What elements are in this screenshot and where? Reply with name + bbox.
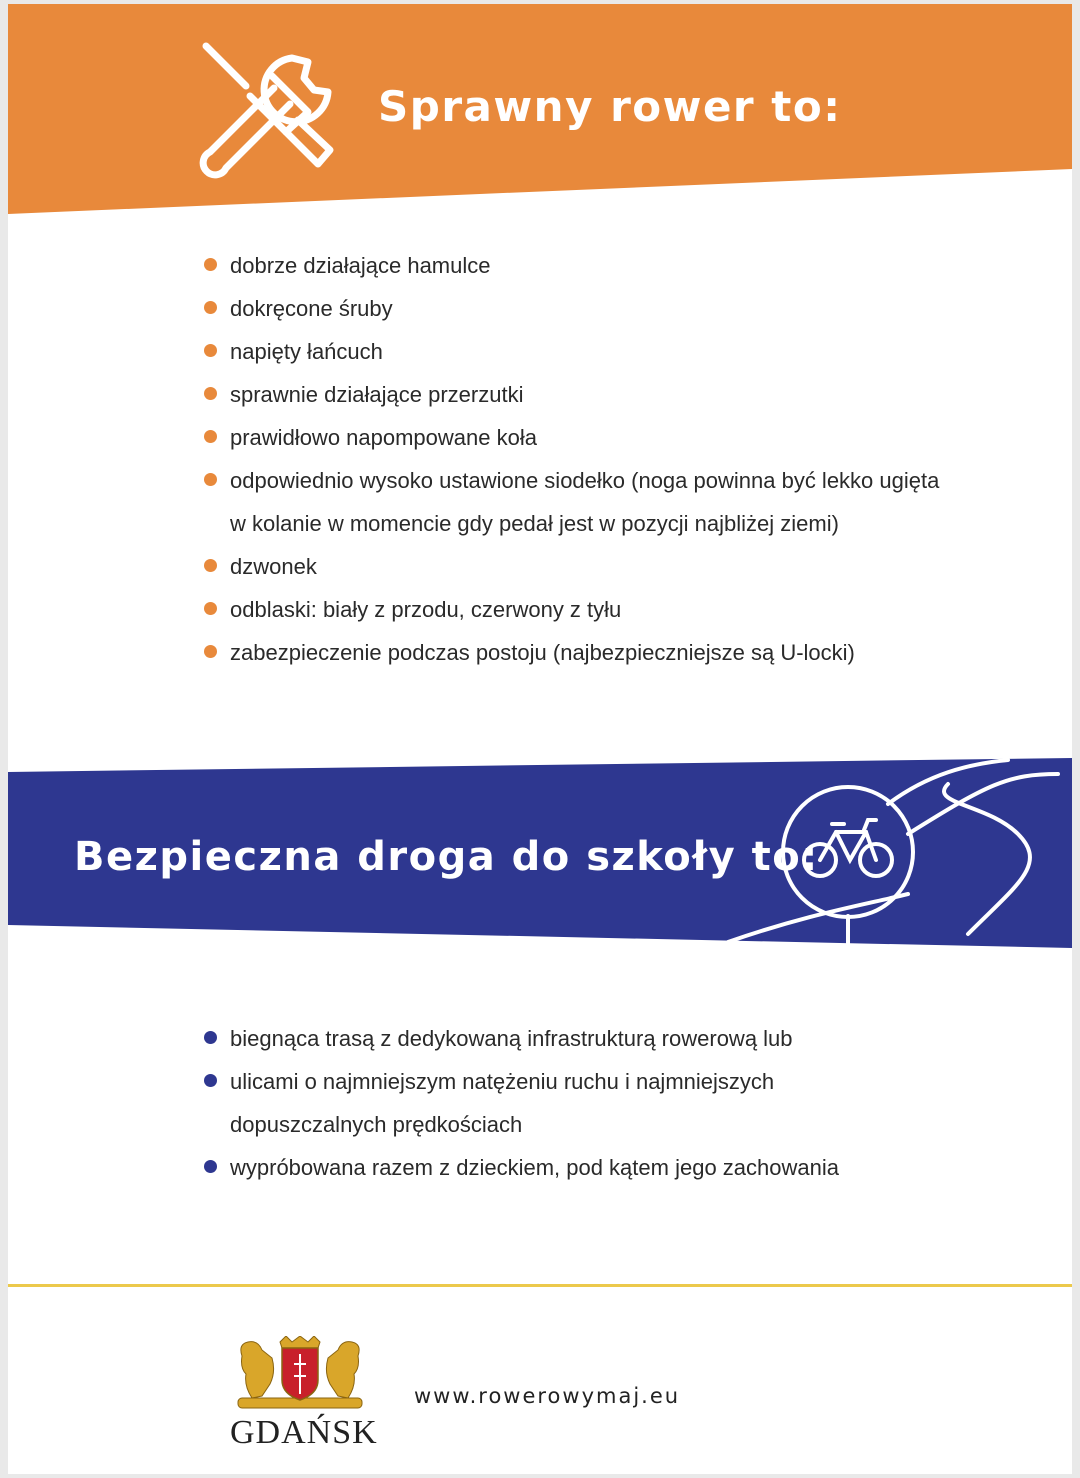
list-item <box>200 330 950 373</box>
list-item-text: prawidłowo napompowane koła <box>230 425 537 450</box>
background-bands <box>8 4 1072 1474</box>
list-item <box>200 631 950 674</box>
bullet-dot <box>204 1031 217 1044</box>
list-item <box>200 588 950 631</box>
list-item-text: sprawnie działające przerzutki <box>230 382 524 407</box>
city-name: GDAŃSK <box>230 1414 378 1451</box>
bullet-dot <box>204 1160 217 1173</box>
list-item-text: dzwonek <box>230 554 317 579</box>
list-item <box>200 1146 950 1189</box>
bullet-dot <box>204 430 217 443</box>
list-item <box>200 373 950 416</box>
list-item <box>200 1017 950 1060</box>
list-item <box>200 545 950 588</box>
bullet-dot <box>204 387 217 400</box>
list-item-text: dokręcone śruby <box>230 296 393 321</box>
bullet-dot <box>204 645 217 658</box>
list-item-text: odpowiednio wysoko ustawione siodełko (noga powinna być lekko ugięta w kolanie w momencie gdy pedał jest w pozycji najbliżej ziemi) <box>230 468 940 536</box>
list-item-text: dobrze działające hamulce <box>230 253 491 278</box>
list-item-text: zabezpieczenie podczas postoju (najbezpieczniejsze są U-locki) <box>230 640 855 665</box>
bike-checklist <box>200 244 950 674</box>
poster-page <box>8 4 1072 1474</box>
bullet-dot <box>204 559 217 572</box>
list-item <box>200 244 950 287</box>
list-item-text: napięty łańcuch <box>230 339 383 364</box>
list-item <box>200 459 950 545</box>
bullet-dot <box>204 473 217 486</box>
bullet-dot <box>204 344 217 357</box>
website-url[interactable]: www.rowerowymaj.eu <box>414 1384 681 1408</box>
list-item <box>200 1060 810 1146</box>
list-item-text: ulicami o najmniejszym natężeniu ruchu i najmniejszych dopuszczalnych prędkościach <box>230 1069 775 1137</box>
list-item-text: wypróbowana razem z dzieckiem, pod kątem jego zachowania <box>230 1155 839 1180</box>
list-item-text: odblaski: biały z przodu, czerwony z tyłu <box>230 597 622 622</box>
route-checklist <box>200 1017 950 1189</box>
bullet-dot <box>204 301 217 314</box>
footer-divider <box>8 1284 1072 1287</box>
gdansk-coat-of-arms <box>232 1336 368 1416</box>
bullet-dot <box>204 1074 217 1087</box>
list-item <box>200 416 950 459</box>
bike-section-title: Sprawny rower to: <box>378 82 842 131</box>
route-section-title: Bezpieczna droga do szkoły to: <box>74 834 819 880</box>
list-item <box>200 287 950 330</box>
bullet-dot <box>204 258 217 271</box>
list-item-text: biegnąca trasą z dedykowaną infrastrukturą rowerową lub <box>230 1026 793 1051</box>
bullet-dot <box>204 602 217 615</box>
